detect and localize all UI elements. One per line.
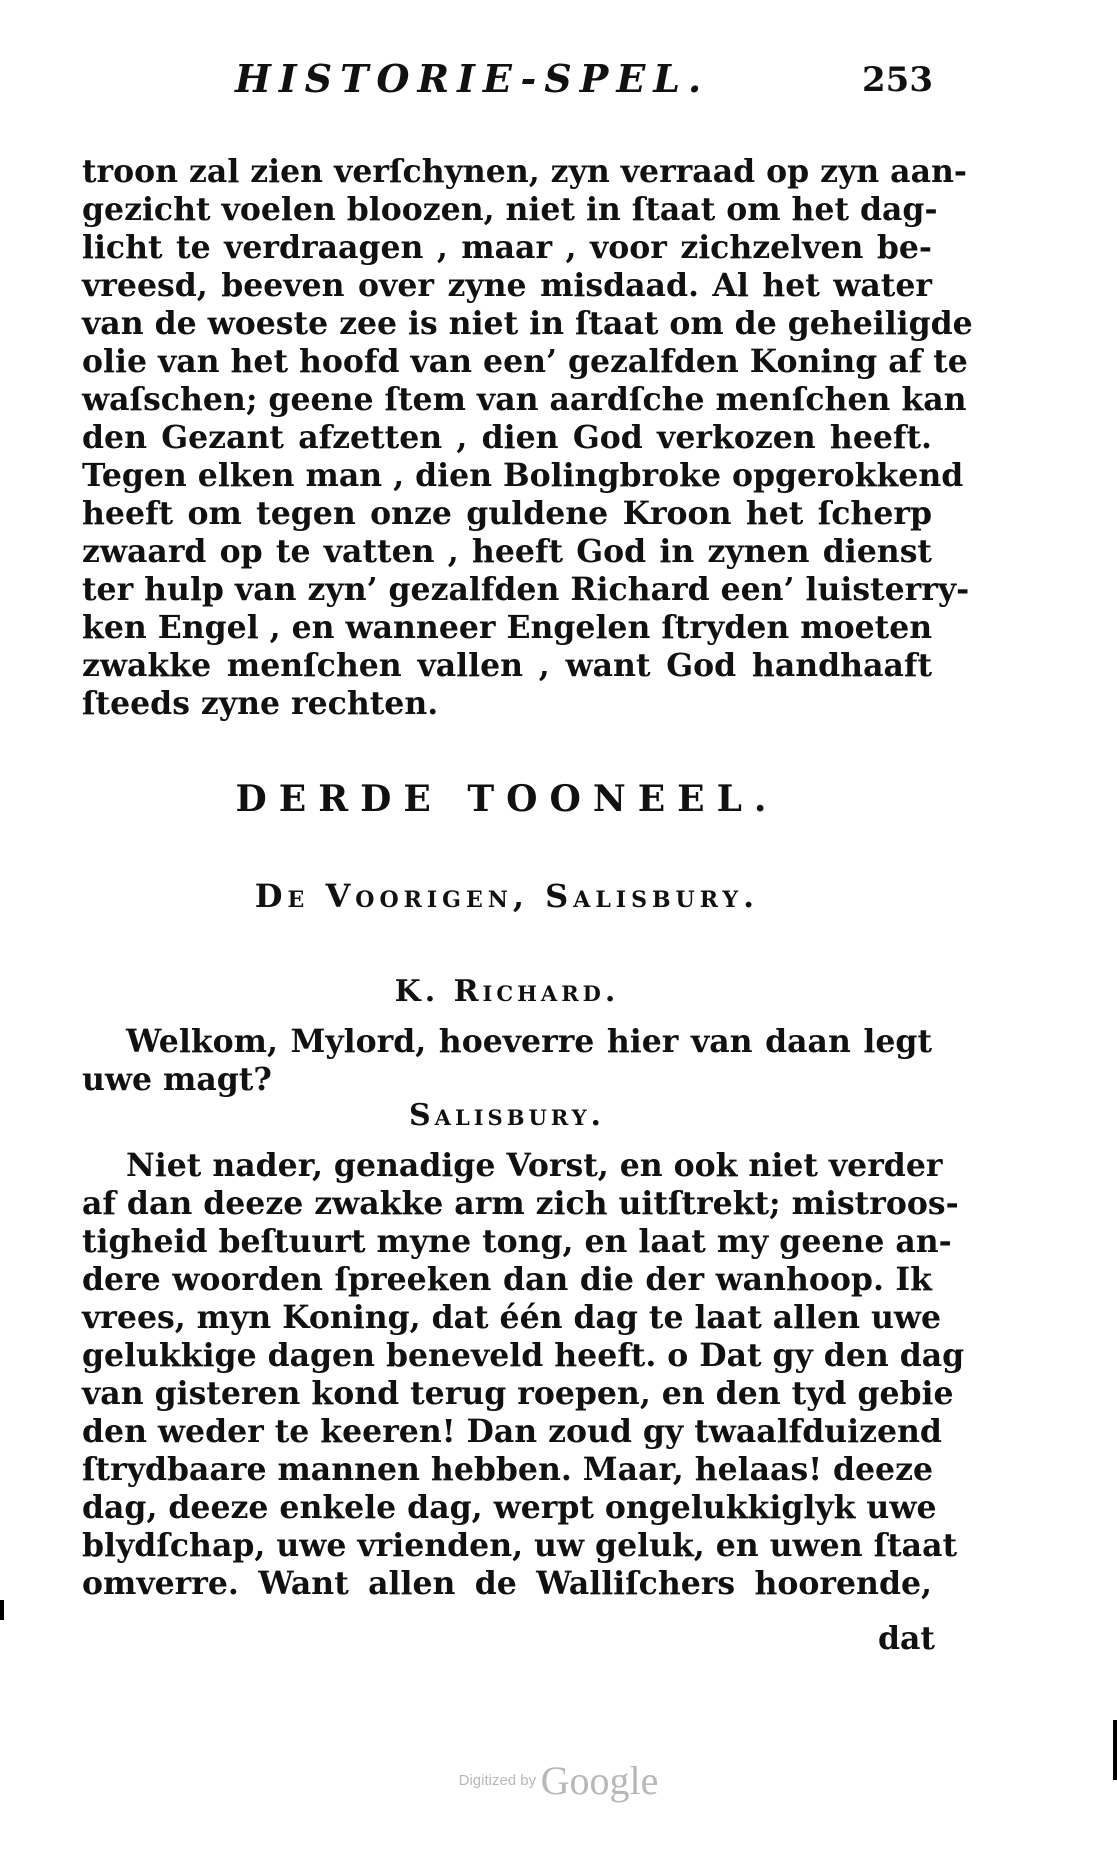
- text-line: vrees, myn Koning, dat één dag te laat allen uwe: [82, 1299, 942, 1336]
- text-line: uwe magt?: [82, 1061, 272, 1098]
- text-line: heeft om tegen onze guldene Kroon het ſcherp: [82, 495, 932, 532]
- text-line: vreesd, beeven over zyne misdaad. Al het water: [82, 267, 932, 304]
- google-logo: Google: [540, 1758, 659, 1803]
- text-line: gelukkige dagen beneveld heeft. o Dat gy den dag: [82, 1337, 965, 1374]
- text-line: dere woorden ſpreeken dan die der wanhoop. Ik: [82, 1261, 932, 1298]
- text-line: den weder te keeren! Dan zoud gy twaalfduizend: [82, 1413, 942, 1450]
- text-line: licht te verdraagen , maar , voor zichzelven be-: [82, 229, 932, 266]
- text-line: waſschen; geene ſtem van aardſche menſchen kan: [82, 381, 967, 418]
- text-line: af dan deeze zwakke arm zich uitſtrekt; mistroos-: [82, 1185, 959, 1222]
- text-line: ſteeds zyne rechten.: [82, 685, 439, 722]
- text-line: ter hulp van zyn’ gezalfden Richard een’ luisterry-: [82, 571, 970, 608]
- text-line: den Gezant afzetten , dien God verkozen heeft.: [82, 419, 932, 456]
- text-line: ſtrydbaare mannen hebben. Maar, helaas! deeze: [82, 1451, 934, 1488]
- text-line: ken Engel , en wanneer Engelen ſtryden moeten: [82, 609, 933, 646]
- text-line: blydſchap, uwe vrienden, uw geluk, en uwen ſtaat: [82, 1527, 958, 1564]
- digitized-watermark: [0, 1757, 1117, 1804]
- text-line: Niet nader, genadige Vorst, en ook niet verder: [126, 1147, 943, 1184]
- scene-heading: DERDE TOONEEL.: [235, 778, 779, 820]
- text-line: tigheid beſtuurt myne tong, en laat my geene an-: [82, 1223, 952, 1260]
- text-line: Welkom, Mylord, hoeverre hier van daan legt: [126, 1023, 932, 1060]
- page-number: 253: [862, 60, 933, 100]
- text-line: omverre. Want allen de Walliſchers hoorende,: [82, 1565, 932, 1602]
- text-line: zwakke menſchen vallen , want God handhaaft: [82, 647, 932, 684]
- text-line: zwaard op te vatten , heeft God in zynen dienst: [82, 533, 932, 570]
- running-title: HISTORIE-SPEL.: [235, 56, 710, 101]
- digitized-prefix: Digitized by: [458, 1772, 537, 1789]
- scan-edge-mark: [0, 1600, 4, 1620]
- text-line: olie van het hoofd van een’ gezalfden Koning af te: [82, 343, 968, 380]
- scene-persons: De Voorigen, Salisbury.: [254, 877, 760, 915]
- catchword: dat: [878, 1620, 935, 1657]
- text-line: van de woeste zee is niet in ſtaat om de geheiligde: [82, 305, 973, 342]
- text-line: dag, deeze enkele dag, werpt ongelukkiglyk uwe: [82, 1489, 937, 1526]
- text-line: van gisteren kond terug roepen, en den tyd gebie: [82, 1375, 954, 1412]
- text-line: gezicht voelen bloozen, niet in ſtaat om het dag-: [82, 191, 938, 228]
- speaker-name: K. Richard.: [394, 974, 620, 1009]
- text-line: troon zal zien verſchynen, zyn verraad op zyn aan-: [82, 153, 967, 190]
- text-line: Tegen elken man , dien Bolingbroke opgerokkend: [82, 457, 964, 494]
- speaker-name: Salisbury.: [408, 1098, 606, 1133]
